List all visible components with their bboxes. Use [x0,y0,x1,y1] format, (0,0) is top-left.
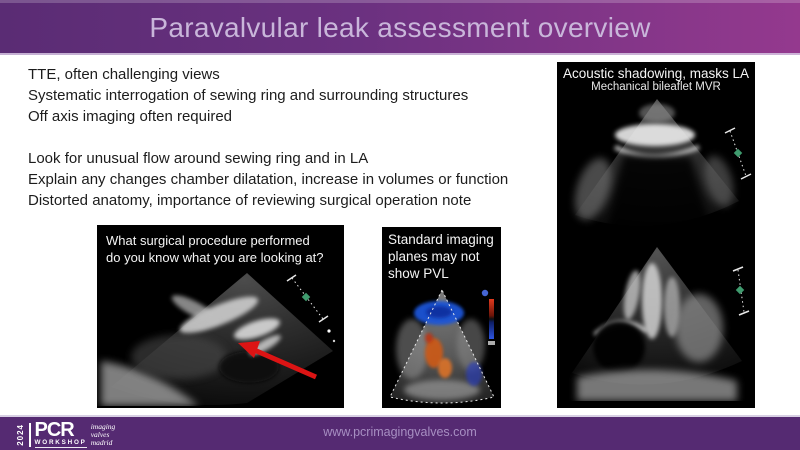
slide-footer [0,415,800,450]
text-line: Distorted anatomy, importance of reviewing surgical operation note [28,192,472,209]
echo-texture [131,335,227,379]
text-line: Explain any changes chamber dilatation, increase in volumes or function [28,171,509,188]
echo-image-right-bottom [557,243,755,401]
doppler-red-jet [438,358,452,378]
scale-dot [327,329,330,332]
echo-texture [675,294,723,362]
bullet-text-block-2 [28,148,508,211]
caption-line: Mechanical bileaflet MVR [591,81,721,93]
echo-texture [396,319,428,379]
text-line: Off axis imaging often required [28,108,233,125]
echo-lumen [593,321,645,373]
mechanical-valve-echo [615,124,695,146]
caption-line: Acoustic shadowing, masks LA [562,66,750,81]
doppler-red-jet [425,333,433,343]
page-title: Paravalvular leak assessment overview [149,12,651,43]
echo-image-doppler [382,287,501,406]
echo-panel-caption [557,62,755,93]
text-line: Systematic interrogation of sewing ring and surrounding structures [28,87,469,104]
echo-texture [639,104,675,122]
doppler-color-scale [488,299,495,345]
caliper-icon [733,267,749,315]
tagline-line: imaging [90,421,116,431]
echo-panel-caption [97,225,344,266]
logo-brand: PCR [34,418,74,441]
logo-brand-block [34,418,87,448]
echo-panel-doppler [382,227,501,408]
pcr-workshop-logo [16,420,115,449]
echo-image-right-top [557,93,755,243]
caption-line: do you know what you are looking at? [106,250,324,265]
echo-panel-surgical-question [97,225,344,408]
logo-year: 2024 [16,423,25,446]
echo-panel-caption [382,227,501,282]
echo-image-left [97,267,344,406]
scale-dot [333,340,335,342]
caption-line: show PVL [388,266,449,281]
bullet-text-block-1 [28,64,468,127]
text-line: Look for unusual flow around sewing ring and in LA [28,150,369,167]
caption-line: planes may not [388,249,480,264]
caption-line: Standard imaging [388,232,494,247]
caption-line: What surgical procedure performed [106,233,310,248]
tagline-line: madrid [90,437,113,447]
logo-sub: WORKSHOP [34,438,87,446]
echo-panel-acoustic-shadowing [557,62,755,408]
probe-marker-icon [482,290,488,296]
logo-tagline [91,423,116,447]
logo-divider [29,423,31,447]
footer-url: www.pcrimagingvalves.com [323,425,477,439]
doppler-blue-jet-core [426,306,452,318]
doppler-blue-jet [466,362,482,386]
echo-texture [404,380,480,400]
slide-header [0,0,800,55]
echo-texture [577,370,737,401]
tagline-line: valves [90,429,110,439]
text-line: TTE, often challenging views [28,66,220,83]
